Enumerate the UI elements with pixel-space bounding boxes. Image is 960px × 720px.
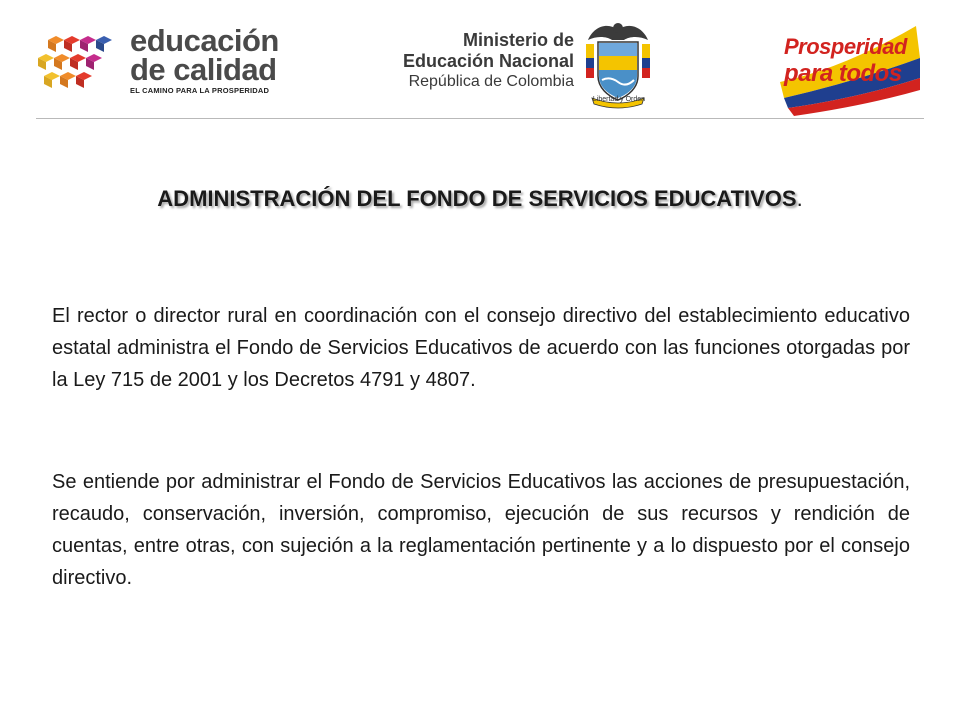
page-title-punct: . (796, 186, 803, 211)
cubes-icon (34, 30, 126, 92)
ministry-logo (394, 30, 574, 96)
education-logo-line2: de calidad (130, 52, 277, 87)
paragraph-1: El rector o director rural en coordinación con el consejo directivo del establecimiento educativo estatal administra el Fondo de Servicios Educativos de acuerdo con las funciones otorgadas por la Ley 715 de 2001 y los Decretos 4791 y 4807. (52, 305, 910, 391)
ministry-line2: Educación Nacional (402, 51, 574, 71)
coat-of-arms-motto: Libertad y Orden (592, 96, 646, 103)
educacion-de-calidad-logo (34, 23, 294, 96)
prosperity-line2: para todos (784, 60, 902, 87)
education-logo-tagline: EL CAMINO PARA LA PROSPERIDAD (130, 86, 270, 95)
paragraph-2: Se entiende por administrar el Fondo de Servicios Educativos las acciones de presupuestación, recaudo, conservación, inversión, compromiso, ejecución de sus recursos y rendición de cuentas, entre otras, con sujeción a la reglamentación pertinente y a lo dispuesto por el consejo directivo. (52, 471, 910, 589)
page-title (60, 182, 900, 216)
ministry-line1: Ministerio de (462, 30, 574, 50)
header-divider (36, 118, 924, 119)
ministry-line3: República de Colombia (408, 73, 574, 90)
prosperity-line1: Prosperidad (784, 34, 907, 59)
header (0, 0, 960, 120)
page-title-text: ADMINISTRACIÓN DEL FONDO DE SERVICIOS EDUCATIVOS (157, 186, 797, 211)
education-logo-line1: educación (130, 23, 279, 58)
prosperidad-para-todos-logo (774, 20, 922, 116)
